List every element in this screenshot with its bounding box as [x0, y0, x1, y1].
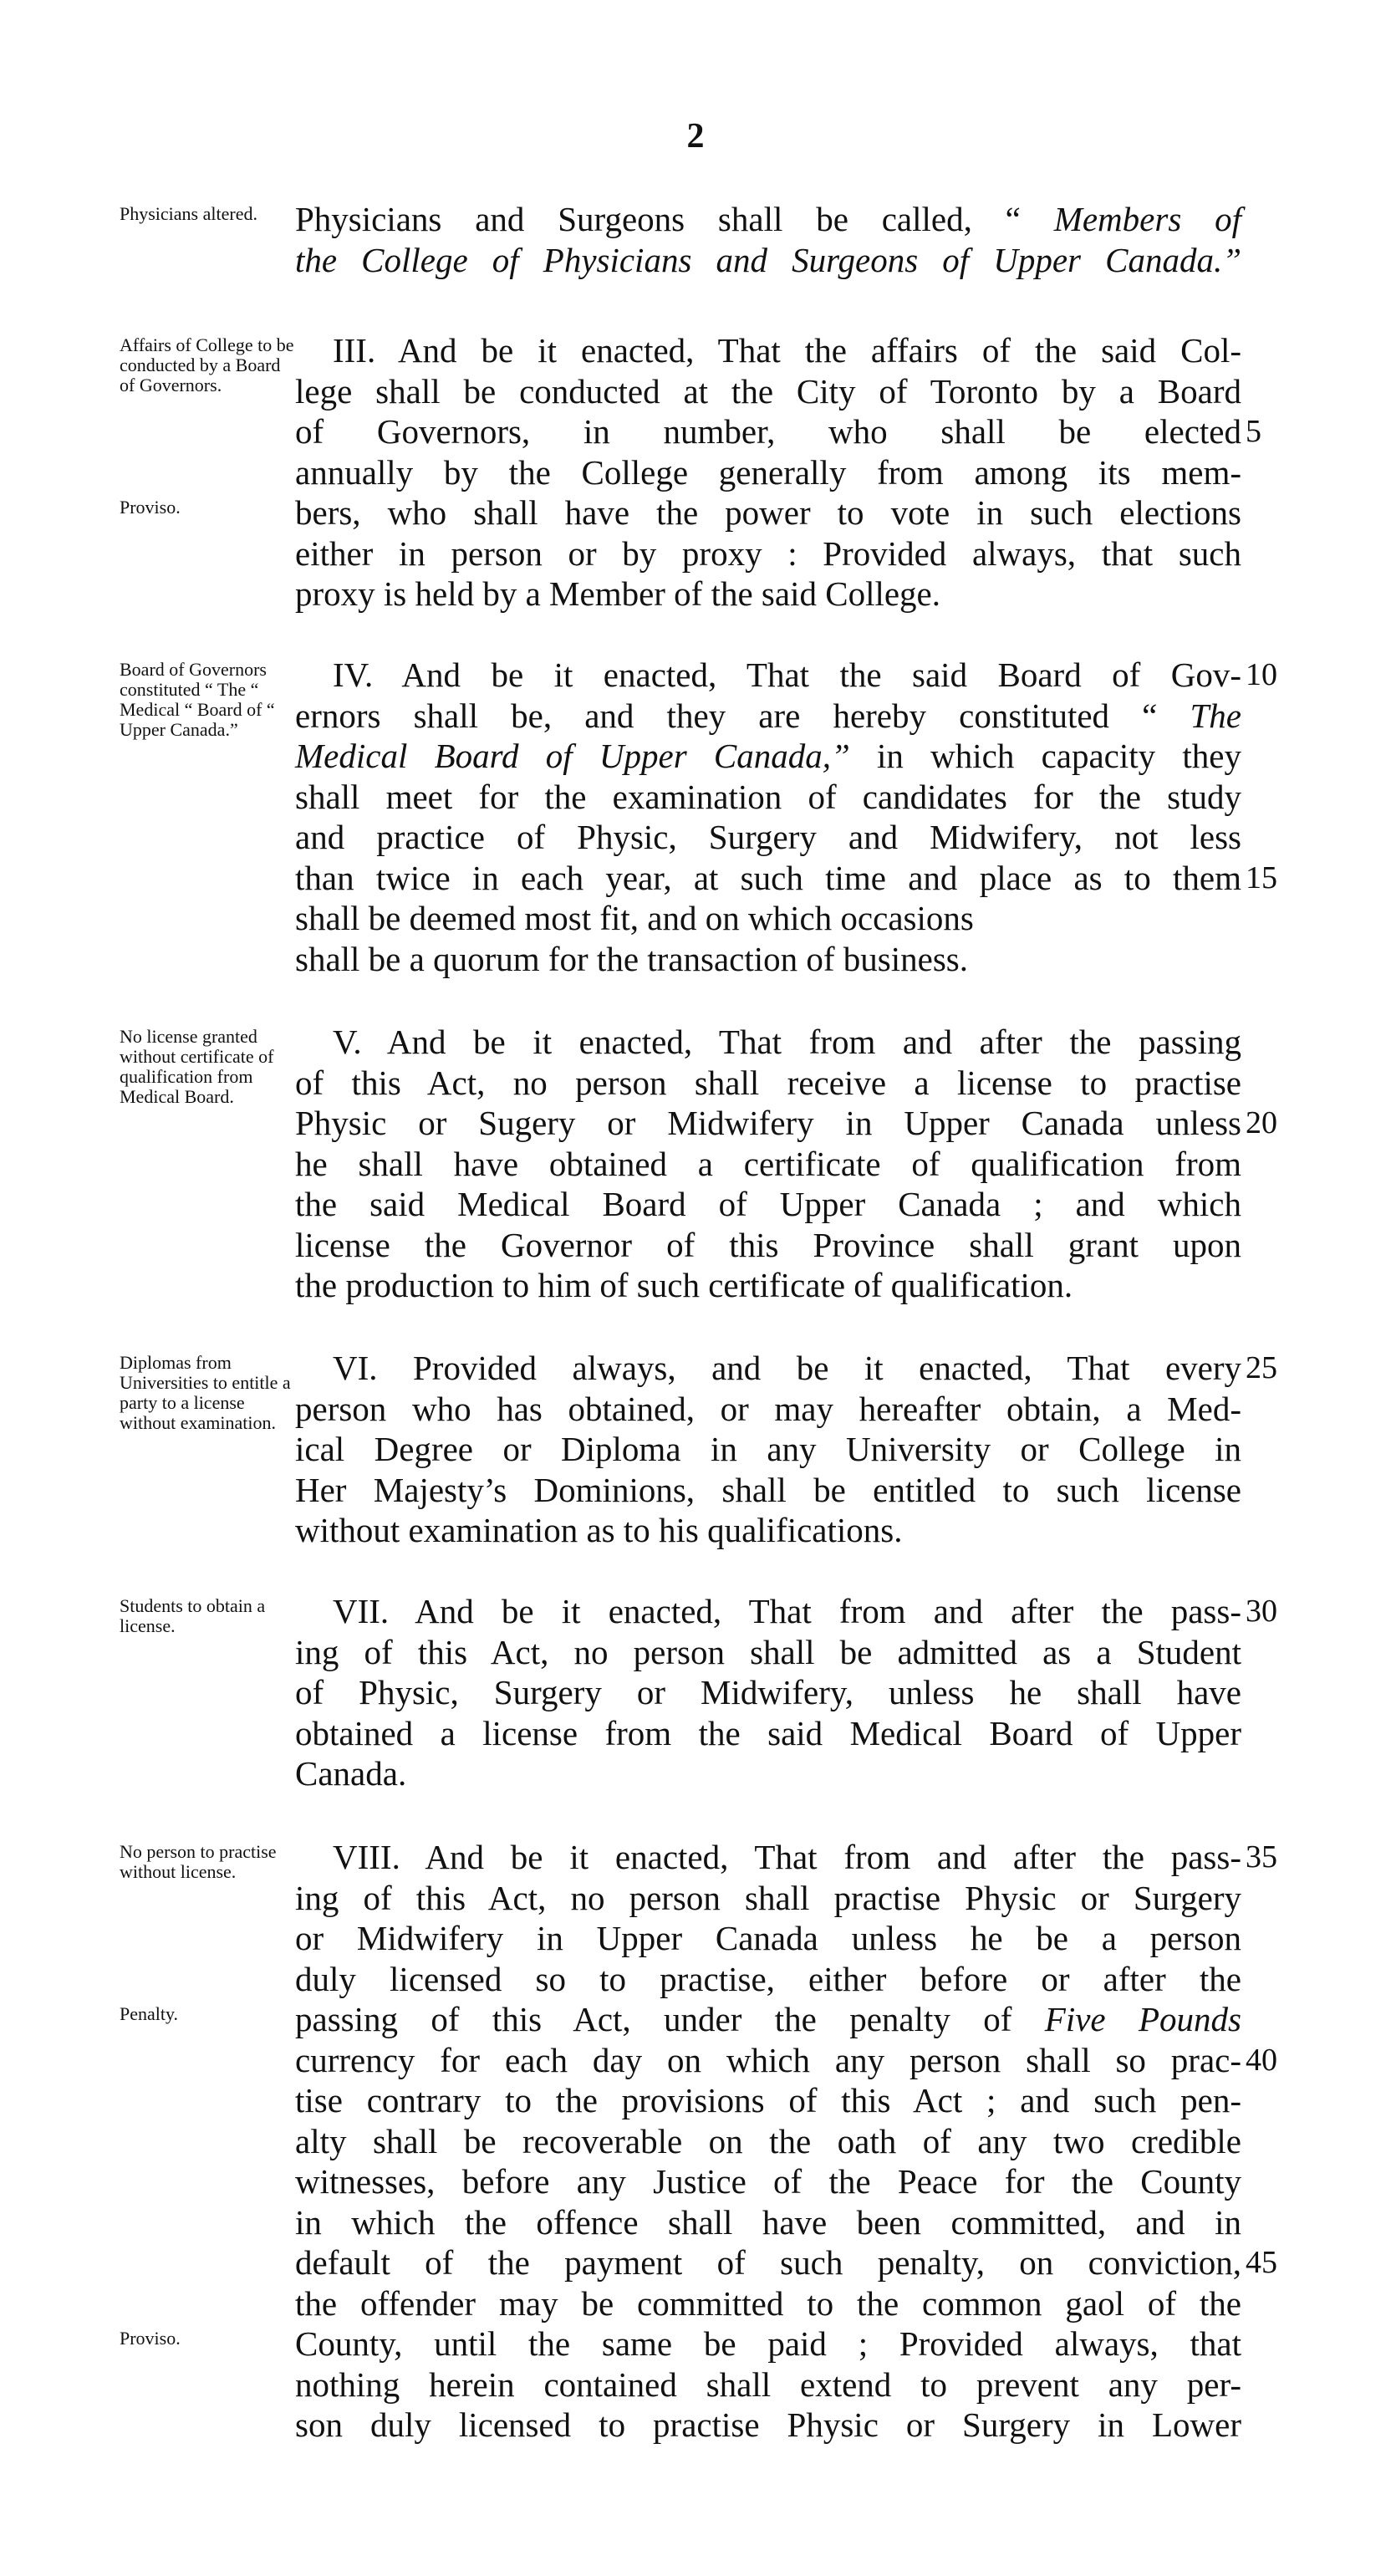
text-line: Her Majesty’s Dominions, shall be entitled to such license: [295, 1470, 1241, 1509]
text-line: VI. Provided always, and be it enacted, That every: [333, 1349, 1241, 1387]
text-line: County, until the same be paid ; Provided always, that: [295, 2324, 1241, 2363]
line-number: 15: [1246, 860, 1277, 895]
text-line: license the Governor of this Province shall grant upon: [295, 1225, 1241, 1264]
line-number: 35: [1246, 1839, 1277, 1875]
text-line: either in person or by proxy : Provided always, that such: [295, 533, 1241, 573]
section-vi-body: [295, 1348, 1241, 1551]
text-line: the offender may be committed to the common gaol of the: [295, 2283, 1241, 2323]
marginal-note: Board of Governors constituted “ The “ Medical “ Board of “ Upper Canada.”: [120, 659, 275, 740]
page-number: 2: [686, 117, 705, 156]
text-line: currency for each day on which any person shall so prac-: [295, 2040, 1241, 2079]
text-line: of Physic, Surgery or Midwifery, unless he shall have: [295, 1673, 1241, 1711]
text-line: nothing herein contained shall extend to prevent any per-: [295, 2364, 1241, 2404]
marginal-note: Proviso.: [120, 497, 181, 518]
section-iii-body: [295, 330, 1241, 615]
text-line: lege shall be conducted at the City of Toronto by a Board: [295, 371, 1241, 411]
line-number: 10: [1246, 657, 1277, 692]
text-line: alty shall be recoverable on the oath of any two credible: [295, 2121, 1241, 2160]
marginal-note: No person to practise without license.: [120, 1841, 277, 1882]
line-number: 5: [1246, 414, 1261, 449]
text-line: shall be deemed most fit, and on which occasions: [295, 899, 974, 937]
line-number: 25: [1246, 1350, 1277, 1385]
text-line: of Governors, in number, who shall be elected: [295, 412, 1241, 451]
text-line: son duly licensed to practise Physic or Surgery in Lower: [295, 2405, 1241, 2444]
marginal-note: Physicians altered.: [120, 203, 257, 224]
marginal-note: Penalty.: [120, 2003, 179, 2024]
marginal-note: Students to obtain a license.: [120, 1595, 266, 1636]
section-vii-body: [295, 1591, 1241, 1794]
text-line: duly licensed so to practise, either before or after the: [295, 1959, 1241, 1998]
line-number: 45: [1246, 2245, 1277, 2280]
text-line: obtained a license from the said Medical Board of Upper: [295, 1713, 1241, 1752]
text-line: Medical Board of Upper Canada,” in which capacity they: [295, 737, 1241, 775]
text-line: shall meet for the examination of candidates for the study: [295, 777, 1241, 816]
text-line: shall be a quorum for the transaction of business.: [295, 939, 969, 978]
text-line: Physic or Sugery or Midwifery in Upper Canada unless: [295, 1104, 1241, 1142]
text-line: ing of this Act, no person shall practise Physic or Surgery: [295, 1878, 1241, 1917]
text-line: VIII. And be it enacted, That from and after the pass-: [333, 1838, 1241, 1876]
text-line: ing of this Act, no person shall be admitted as a Student: [295, 1632, 1241, 1671]
text-line: and practice of Physic, Surgery and Midwifery, not less: [295, 818, 1241, 856]
text-line: proxy is held by a Member of the said College.: [295, 574, 940, 613]
text-line: than twice in each year, at such time and place as to them: [295, 858, 1241, 897]
text-line: ical Degree or Diploma in any University or College in: [295, 1430, 1241, 1468]
text-line: of this Act, no person shall receive a license to practise: [295, 1063, 1241, 1102]
text-line: passing of this Act, under the penalty of Five Pounds: [295, 2000, 1241, 2038]
text-line: the production to him of such certificate of qualification.: [295, 1266, 1073, 1304]
text-line: ernors shall be, and they are hereby constituted “ The: [295, 696, 1241, 735]
marginal-note: Affairs of College to be conducted by a Board of Governors.: [120, 334, 294, 395]
text-line: witnesses, before any Justice of the Peace for the County: [295, 2162, 1241, 2201]
section-v-body: [295, 1022, 1241, 1306]
text-line: without examination as to his qualifications.: [295, 1511, 903, 1549]
text-line: default of the payment of such penalty, on conviction,: [295, 2243, 1241, 2282]
line-number: 40: [1246, 2042, 1277, 2078]
text-line: Canada.: [295, 1754, 407, 1793]
text-line: IV. And be it enacted, That the said Board of Gov-: [333, 655, 1241, 694]
text-line: the said Medical Board of Upper Canada ; and which: [295, 1185, 1241, 1223]
text-line: the College of Physicians and Surgeons of Upper Canada.”: [295, 240, 1241, 279]
text-line: he shall have obtained a certificate of qualification from: [295, 1144, 1241, 1183]
marginal-note: No license granted without certificate of qualification from Medical Board.: [120, 1026, 274, 1107]
header-body: [295, 199, 1241, 280]
text-line: VII. And be it enacted, That from and after the pass-: [333, 1592, 1241, 1630]
text-line: or Midwifery in Upper Canada unless he be a person: [295, 1919, 1241, 1957]
line-number: 30: [1246, 1594, 1277, 1629]
section-iv-body: [295, 655, 1241, 979]
text-line: in which the offence shall have been committed, and in: [295, 2202, 1241, 2242]
section-viii-body: [295, 1837, 1241, 2446]
text-line: Physicians and Surgeons shall be called, “ Members of: [295, 200, 1241, 238]
line-number: 20: [1246, 1105, 1277, 1140]
text-line: V. And be it enacted, That from and after the passing: [333, 1023, 1241, 1061]
text-line: annually by the College generally from among its mem-: [295, 452, 1241, 492]
marginal-note: Diplomas from Universities to entitle a party to a license without examination.: [120, 1352, 291, 1433]
text-line: person who has obtained, or may hereafter obtain, a Med-: [295, 1389, 1241, 1428]
text-line: tise contrary to the provisions of this Act ; and such pen-: [295, 2081, 1241, 2119]
marginal-note: Proviso.: [120, 2328, 181, 2349]
text-line: III. And be it enacted, That the affairs of the said Col-: [333, 331, 1241, 370]
text-line: bers, who shall have the power to vote in such elections: [295, 493, 1241, 532]
